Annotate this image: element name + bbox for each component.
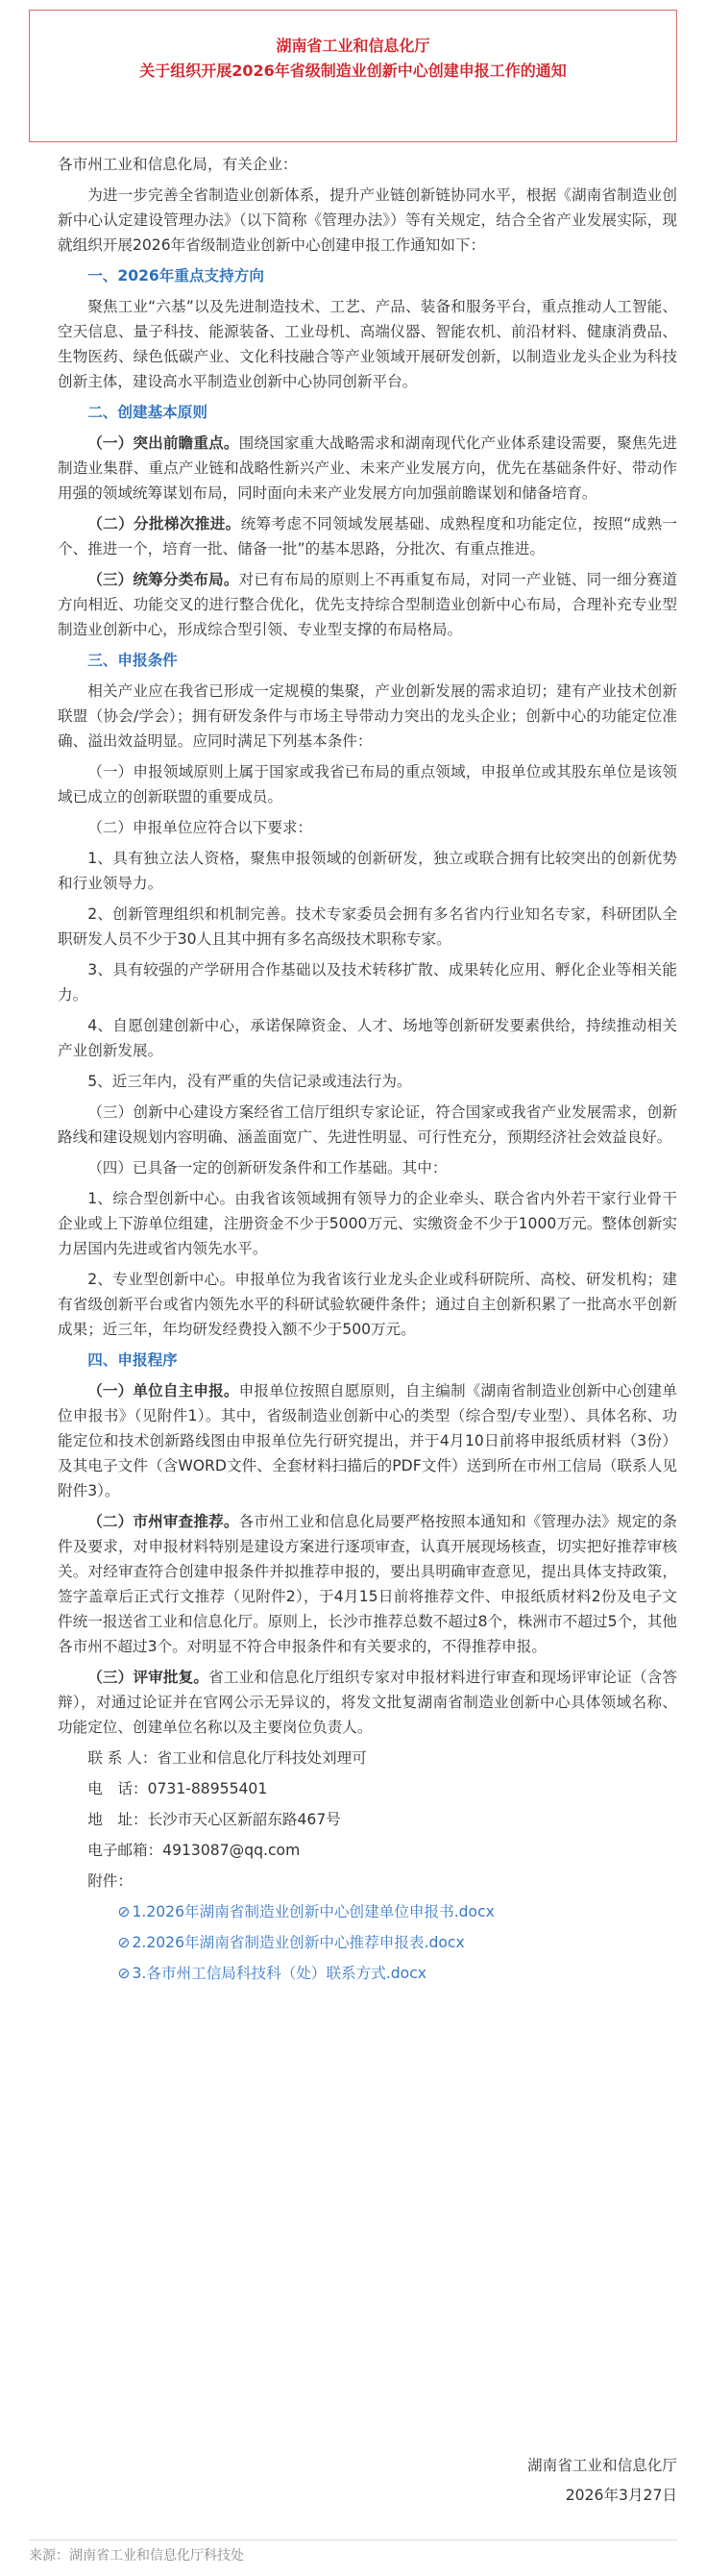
contact-person-label: 联 系 人： (87, 1749, 158, 1767)
paperclip-icon: ⊘ (117, 1903, 131, 1920)
condition-4-item-2: 2、专业型创新中心。申报单位为我省该行业龙头企业或科研院所、高校、研发机构；建有省级创新平台或省内领先水平的科研试验软硬件条件；通过自主创新积累了一批高水平创新成果；近三年，年均研发经费投入额不少于500万元。 (58, 1271, 677, 1338)
condition-4-item-1: 1、综合型创新中心。由我省该领域拥有领导力的企业牵头、联合省内外若干家行业骨干企业或上下游单位组建，注册资金不少于5000万元、实缴资金不少于1000万元。整体创新实力居国内先进或省内领先水平。 (58, 1190, 677, 1257)
attachment-2-name[interactable]: 2.2026年湖南省制造业创新中心推荐申报表.docx (132, 1934, 465, 1951)
notice-body (58, 152, 677, 1992)
principle-3 (58, 567, 677, 642)
paperclip-icon: ⊘ (117, 1934, 131, 1951)
footer-divider (29, 2539, 677, 2540)
condition-3: （三）创新中心建设方案经省工信厅组织专家论证，符合国家或我省产业发展需求，创新路线和建设规划内容明确、涵盖面宽广、先进性明显、可行性充分，预期经济社会效益良好。 (58, 1103, 677, 1146)
signature-org: 湖南省工业和信息化厅 (527, 2457, 677, 2474)
condition-2-item-3: 3、具有较强的产学研用合作基础以及技术转移扩散、成果转化应用、孵化企业等相关能力。 (58, 961, 677, 1003)
attachment-1-name[interactable]: 1.2026年湖南省制造业创新中心创建单位申报书.docx (132, 1903, 495, 1920)
principle-2-body: 统筹考虑不同领域发展基础、成熟程度和功能定位，按照“成熟一个、推进一个，培育一批、储备一批”的基本思路，分批次、有重点推进。 (58, 515, 677, 557)
procedure-1-lead: （一）单位自主申报。 (87, 1382, 239, 1399)
contact-person-value: 省工业和信息化厅科技处刘理可 (157, 1749, 367, 1767)
contact-address-label: 地 址： (87, 1811, 148, 1828)
conditions-intro: 相关产业应在我省已形成一定规模的集聚，产业创新发展的需求迫切；建有产业技术创新联盟（协会/学会）；拥有研发条件与市场主导带动力突出的龙头企业；创新中心的功能定位准确、溢出效益明显。应同时满足下列基本条件： (58, 682, 677, 750)
condition-4: （四）已具备一定的创新研发条件和工作基础。其中： (87, 1159, 448, 1177)
attachment-3-name[interactable]: 3.各市州工信局科技科（处）联系方式.docx (132, 1965, 427, 1982)
section-heading-4: 四、申报程序 (87, 1351, 178, 1369)
contact-address (58, 1807, 677, 1832)
source-line: 来源：湖南省工业和信息化厅科技处 (29, 2548, 244, 2564)
principle-1-lead: （一）突出前瞻重点。 (87, 434, 239, 452)
procedure-1 (58, 1378, 677, 1503)
attachments-label: 附件： (87, 1872, 133, 1890)
procedure-2-body: 各市州工业和信息化局要严格按照本通知和《管理办法》规定的条件及要求，对申报材料特别是建设方案进行逐项审查，认真开展现场核查，切实把好推荐审核关。对经审查符合创建申报条件并拟推荐申报的，要出具明确审查意见，提出具体支持政策，签字盖章后正式行文推荐（见附件2），于4月15日前将推荐文件、申报纸质材料2份及电子文件统一报送省工业和信息化厅。原则上，长沙市推荐总数不超过8个，株洲市不超过5个，其他各市州不超过3个。对明显不符合申报条件和有关要求的，不得推荐申报。 (58, 1513, 677, 1655)
condition-2-item-1: 1、具有独立法人资格，聚焦申报领域的创新研发，独立或联合拥有比较突出的创新优势和行业领导力。 (58, 850, 677, 892)
contact-email (58, 1838, 677, 1863)
attachment-link-3[interactable] (58, 1961, 677, 1986)
condition-1: （一）申报领域原则上属于国家或我省已布局的重点领域，申报单位或其股东单位是该领域已成立的创新联盟的重要成员。 (58, 763, 677, 805)
intro-paragraph: 为进一步完善全省制造业创新体系，提升产业链创新链协同水平，根据《湖南省制造业创新中心认定建设管理办法》（以下简称《管理办法》）等有关规定，结合全省产业发展实际，现就组织开展2026年省级制造业创新中心创建申报工作通知如下： (58, 186, 677, 254)
principle-1 (58, 431, 677, 506)
contact-phone-label: 电 话： (87, 1780, 148, 1797)
procedure-2-lead: （二）市州审查推荐。 (87, 1513, 239, 1530)
paperclip-icon: ⊘ (117, 1965, 131, 1982)
condition-2-item-5: 5、近三年内，没有严重的失信记录或违法行为。 (87, 1073, 412, 1090)
salutation: 各市州工业和信息化局，有关企业： (58, 156, 298, 173)
contact-person (58, 1746, 677, 1771)
condition-2: （二）申报单位应符合以下要求： (87, 819, 313, 836)
procedure-3-lead: （三）评审批复。 (87, 1669, 209, 1686)
contact-email-value: 4913087@qq.com (162, 1842, 301, 1859)
principle-2 (58, 511, 677, 561)
section-heading-1: 一、2026年重点支持方向 (87, 267, 264, 285)
section-heading-2: 二、创建基本原则 (87, 404, 207, 421)
procedure-3-body: 省工业和信息化厅组织专家对申报材料进行审查和现场评审论证（含答辩），对通过论证并在官网公示无异议的，将发文批复湖南省制造业创新中心具体领域名称、功能定位、创建单位名称以及主要岗位负责人。 (58, 1669, 677, 1736)
principle-3-lead: （三）统筹分类布局。 (87, 571, 239, 588)
issuer-title: 湖南省工业和信息化厅 (276, 37, 430, 55)
condition-2-item-4: 4、自愿创建创新中心，承诺保障资金、人才、场地等创新研发要素供给，持续推动相关产业创新发展。 (58, 1017, 677, 1059)
signature-date: 2026年3月27日 (565, 2487, 677, 2504)
contact-phone (58, 1776, 677, 1801)
attachment-link-1[interactable] (58, 1899, 677, 1924)
title-box (29, 10, 677, 142)
attachment-link-2[interactable] (58, 1930, 677, 1955)
condition-2-item-2: 2、创新管理组织和机制完善。技术专家委员会拥有多名省内行业知名专家，科研团队全职研发人员不少于30人且其中拥有多名高级技术职称专家。 (58, 905, 677, 948)
principle-3-body: 对已有布局的原则上不再重复布局，对同一产业链、同一细分赛道方向相近、功能交叉的进行整合优化，优先支持综合型制造业创新中心布局，合理补充专业型制造业创新中心，形成综合型引领、专业型支撑的布局格局。 (58, 571, 677, 638)
principle-2-lead: （二）分批梯次推进。 (87, 515, 241, 533)
procedure-1-body: 申报单位按照自愿原则，自主编制《湖南省制造业创新中心创建单位申报书》（见附件1）。其中，省级制造业创新中心的类型（综合型/专业型）、具体名称、功能定位和技术创新路线图由申报单位先行研究提出，并于4月10日前将申报纸质材料（3份）及其电子文件（含WORD文件、全套材料扫描后的PDF文件）送到所在市州工信局（联系人见附件3）。 (58, 1382, 677, 1499)
notice-title: 关于组织开展2026年省级制造业创新中心创建申报工作的通知 (139, 62, 567, 80)
contact-phone-value: 0731-88955401 (147, 1780, 268, 1797)
procedure-3 (58, 1665, 677, 1740)
contact-email-label: 电子邮箱： (87, 1842, 163, 1859)
procedure-2 (58, 1509, 677, 1659)
section-1-body: 聚焦工业“六基”以及先进制造技术、工艺、产品、装备和服务平台，重点推动人工智能、空天信息、量子科技、能源装备、工业母机、高端仪器、智能农机、前沿材料、健康消费品、生物医药、绿色低碳产业、文化科技融合等产业领域开展研发创新，以制造业龙头企业为科技创新主体，建设高水平制造业创新中心协同创新平台。 (58, 298, 677, 390)
section-heading-3: 三、申报条件 (87, 652, 178, 669)
contact-address-value: 长沙市天心区新韶东路467号 (147, 1811, 341, 1828)
principle-1-body: 围绕国家重大战略需求和湖南现代化产业体系建设需要，聚焦先进制造业集群、重点产业链和战略性新兴产业、未来产业发展方向，优先在基础条件好、带动作用强的领域统筹谋划布局，同时面向未来产业发展方向加强前瞻谋划和储备培育。 (58, 434, 677, 502)
